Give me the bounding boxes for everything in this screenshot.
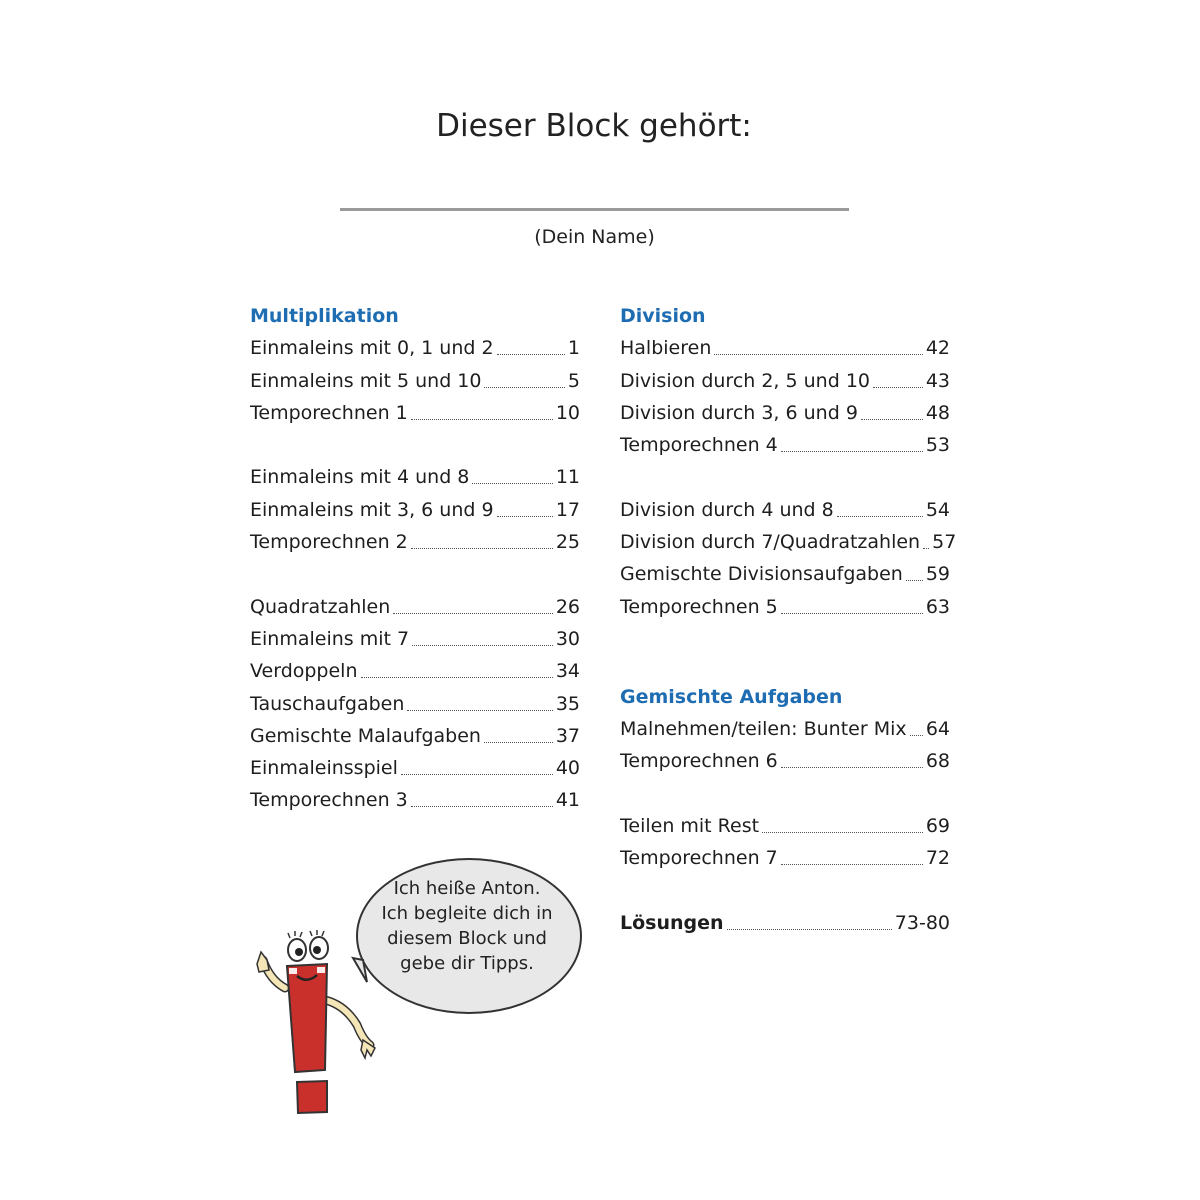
dot-leader	[837, 516, 923, 517]
toc-entry	[250, 590, 580, 622]
dot-leader	[407, 710, 552, 711]
toc-entry	[250, 752, 580, 784]
toc-entry	[620, 745, 950, 777]
dot-leader	[497, 516, 553, 517]
toc-entry	[250, 397, 580, 429]
section-heading-division: Division	[620, 305, 706, 327]
name-caption: (Dein Name)	[534, 226, 655, 248]
toc-entry-title: Gemischte Malaufgaben	[250, 724, 481, 747]
toc-entry-page: 59	[925, 563, 950, 586]
toc-entry-loesungen	[620, 906, 950, 938]
toc-entry-page: 41	[555, 789, 580, 812]
toc-entry-title: Temporechnen 4	[620, 434, 778, 457]
dot-leader	[411, 419, 553, 420]
toc-entry-page: 1	[567, 337, 580, 360]
toc-entry-page: 37	[555, 724, 580, 747]
toc-entry	[250, 461, 580, 493]
toc-entry-page: 54	[925, 498, 950, 521]
toc-entry	[250, 623, 580, 655]
toc-entry	[620, 526, 957, 558]
toc-entry	[620, 590, 950, 622]
dot-leader	[781, 451, 923, 452]
toc-entry-page: 11	[555, 466, 580, 489]
toc-entry-title: Temporechnen 2	[250, 531, 408, 554]
toc-entry-page: 48	[925, 401, 950, 424]
toc-entry	[250, 720, 580, 752]
toc-group	[250, 461, 580, 558]
dot-leader	[714, 354, 922, 355]
toc-entry-page: 43	[925, 369, 950, 392]
toc-entry-title: Division durch 2, 5 und 10	[620, 369, 870, 392]
toc-entry-title: Division durch 7/Quadratzahlen	[620, 531, 921, 554]
dot-leader	[762, 832, 923, 833]
toc-entry-title: Division durch 4 und 8	[620, 498, 834, 521]
exclamation-mark-mascot-icon	[245, 930, 395, 1120]
toc-entry-page: 68	[925, 750, 950, 773]
dot-leader	[411, 806, 553, 807]
dot-leader	[727, 929, 892, 930]
toc-entry-title: Einmaleinsspiel	[250, 757, 398, 780]
toc-group	[250, 590, 580, 816]
toc-group	[620, 810, 950, 875]
toc-entry	[620, 429, 950, 461]
section-heading-multiplikation: Multiplikation	[250, 305, 399, 327]
toc-entry-title: Temporechnen 7	[620, 847, 778, 870]
page-title: Dieser Block gehört:	[436, 108, 752, 144]
speech-bubble-text	[366, 876, 568, 976]
bubble-line: gebe dir Tipps.	[400, 953, 534, 974]
toc-entry-page: 25	[555, 531, 580, 554]
toc-entry	[620, 493, 950, 525]
toc-entry-page: 17	[555, 498, 580, 521]
toc-group	[250, 332, 580, 429]
toc-entry-title: Tauschaufgaben	[250, 692, 405, 715]
toc-entry	[250, 364, 580, 396]
toc-group	[620, 493, 957, 622]
dot-leader	[923, 548, 929, 549]
toc-entry-title: Temporechnen 6	[620, 750, 778, 773]
toc-entry-page: 34	[555, 660, 580, 683]
section-heading-gemischte-aufgaben: Gemischte Aufgaben	[620, 685, 843, 708]
dot-leader	[781, 613, 923, 614]
toc-entry-title: Einmaleins mit 4 und 8	[250, 466, 470, 489]
bubble-line: Ich begleite dich in	[381, 903, 553, 924]
dot-leader	[906, 580, 923, 581]
toc-entry	[620, 558, 950, 590]
dot-leader	[484, 387, 564, 388]
toc-entry-title: Einmaleins mit 5 und 10	[250, 369, 482, 392]
dot-leader	[781, 864, 923, 865]
dot-leader	[393, 613, 553, 614]
toc-entry-title: Einmaleins mit 7	[250, 627, 410, 650]
name-line	[340, 208, 849, 211]
dot-leader	[497, 354, 565, 355]
toc-entry-title: Temporechnen 1	[250, 401, 408, 424]
dot-leader	[873, 387, 923, 388]
dot-leader	[411, 548, 553, 549]
toc-entry-title: Quadratzahlen	[250, 595, 391, 618]
toc-entry	[620, 810, 950, 842]
toc-entry-title: Gemischte Divisionsaufgaben	[620, 563, 903, 586]
toc-entry-page: 53	[925, 434, 950, 457]
bubble-line: Ich heiße Anton.	[393, 878, 541, 899]
toc-entry	[620, 364, 950, 396]
dot-leader	[910, 735, 923, 736]
dot-leader	[412, 645, 553, 646]
toc-entry-page: 72	[925, 847, 950, 870]
toc-entry-title: Lösungen	[620, 911, 724, 934]
toc-entry-page: 40	[555, 757, 580, 780]
toc-entry	[250, 687, 580, 719]
toc-entry	[620, 332, 950, 364]
dot-leader	[484, 742, 553, 743]
toc-column-left	[250, 300, 580, 816]
toc-column-right	[620, 300, 957, 939]
toc-entry-page: 5	[567, 369, 580, 392]
toc-group	[620, 332, 950, 461]
toc-entry-title: Teilen mit Rest	[620, 814, 760, 837]
toc-group	[620, 713, 950, 778]
toc-entry-page: 69	[925, 814, 950, 837]
toc-entry-title: Temporechnen 5	[620, 595, 778, 618]
toc-entry	[620, 842, 950, 874]
dot-leader	[361, 677, 553, 678]
dot-leader	[861, 419, 923, 420]
toc-entry-page: 42	[925, 337, 950, 360]
toc-entry	[250, 526, 580, 558]
toc-entry	[250, 332, 580, 364]
toc-entry-title: Einmaleins mit 3, 6 und 9	[250, 498, 494, 521]
toc-entry	[250, 655, 580, 687]
toc-entry-page: 10	[555, 401, 580, 424]
toc-entry-page: 30	[555, 627, 580, 650]
bubble-line: diesem Block und	[387, 928, 547, 949]
toc-entry	[250, 493, 580, 525]
toc-entry-title: Halbieren	[620, 337, 712, 360]
toc-entry	[250, 784, 580, 816]
dot-leader	[781, 767, 923, 768]
toc-entry-page: 73-80	[894, 911, 950, 934]
toc-entry-title: Verdoppeln	[250, 660, 358, 683]
toc-entry-title: Division durch 3, 6 und 9	[620, 401, 858, 424]
toc-entry-title: Einmaleins mit 0, 1 und 2	[250, 337, 494, 360]
toc-entry-title: Temporechnen 3	[250, 789, 408, 812]
toc-entry	[620, 397, 950, 429]
dot-leader	[401, 774, 553, 775]
toc-entry-title: Malnehmen/teilen: Bunter Mix	[620, 717, 907, 740]
toc-entry-page: 35	[555, 692, 580, 715]
dot-leader	[472, 483, 552, 484]
toc-entry-page: 64	[925, 717, 950, 740]
toc-entry	[620, 713, 950, 745]
toc-entry-page: 63	[925, 595, 950, 618]
toc-entry-page: 26	[555, 595, 580, 618]
toc-entry-page: 57	[932, 531, 957, 554]
